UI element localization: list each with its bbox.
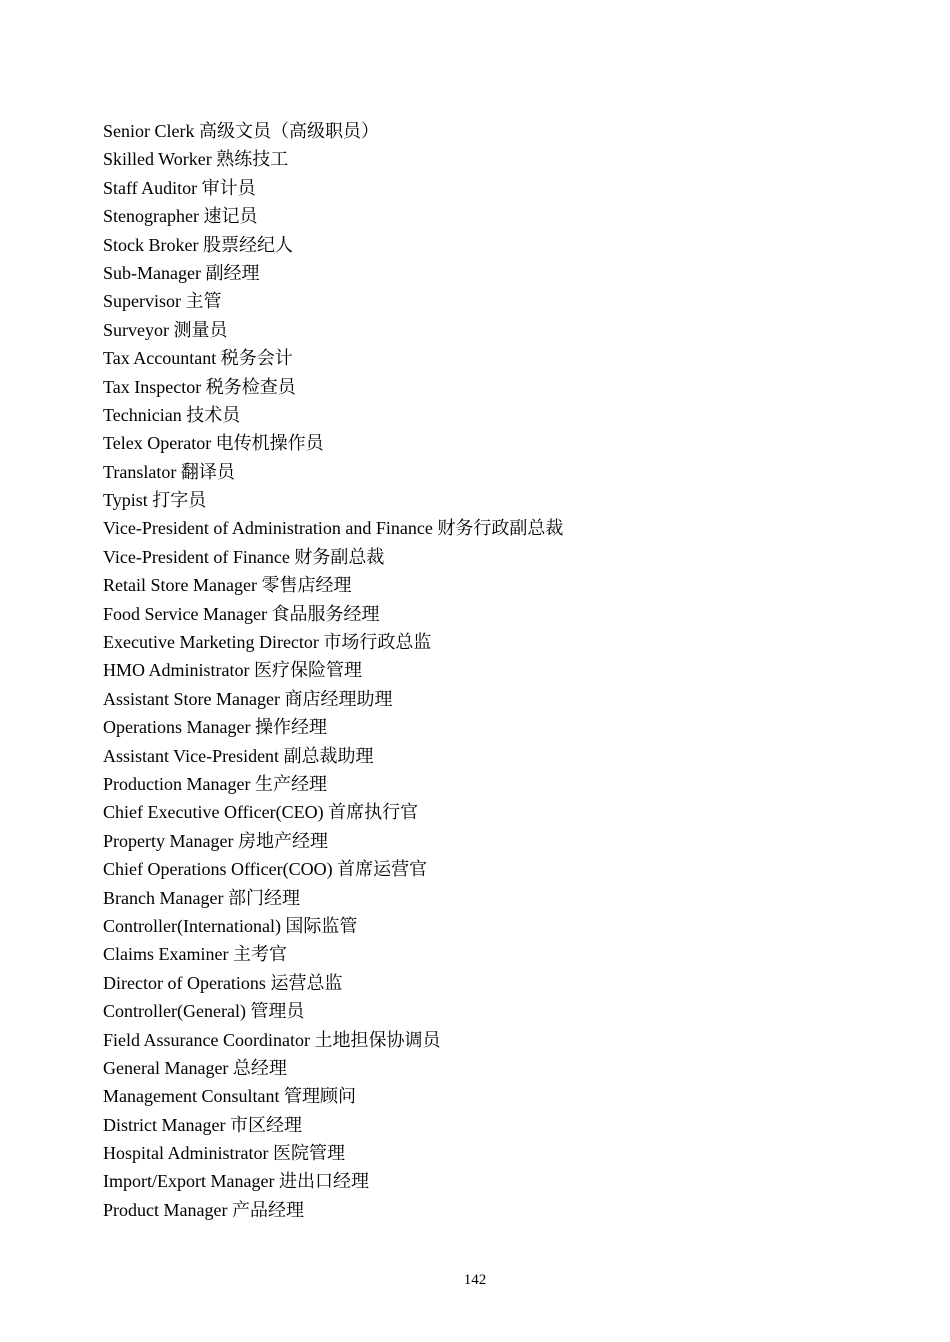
list-item: Stock Broker 股票经纪人 <box>103 234 293 255</box>
list-item: Controller(General) 管理员 <box>103 1001 305 1022</box>
list-item: Typist 打字员 <box>103 490 207 511</box>
job-title-list <box>103 117 863 1224</box>
list-item: Director of Operations 运营总监 <box>103 972 343 993</box>
list-item: Vice-President of Finance 财务副总裁 <box>103 546 385 567</box>
list-item: Operations Manager 操作经理 <box>103 717 327 738</box>
list-item: Stenographer 速记员 <box>103 206 258 227</box>
list-item: Management Consultant 管理顾问 <box>103 1086 356 1107</box>
list-item: Property Manager 房地产经理 <box>103 830 328 851</box>
list-item: Field Assurance Coordinator 土地担保协调员 <box>103 1029 441 1050</box>
list-item: Vice-President of Administration and Finance 财务行政副总裁 <box>103 518 564 539</box>
page-number: 142 <box>463 1272 487 1288</box>
list-item: Chief Operations Officer(COO) 首席运营官 <box>103 859 428 880</box>
list-item: Food Service Manager 食品服务经理 <box>103 603 380 624</box>
list-item: Senior Clerk 高级文员（高级职员） <box>103 121 379 141</box>
list-item: Claims Examiner 主考官 <box>103 944 287 965</box>
list-item: General Manager 总经理 <box>103 1057 287 1078</box>
list-item: Chief Executive Officer(CEO) 首席执行官 <box>103 802 419 823</box>
list-item: Branch Manager 部门经理 <box>103 887 300 908</box>
list-item: Assistant Vice-President 副总裁助理 <box>103 745 374 766</box>
list-item: Telex Operator 电传机操作员 <box>103 433 324 454</box>
list-item: Surveyor 测量员 <box>103 319 228 340</box>
list-item: Skilled Worker 熟练技工 <box>103 149 289 170</box>
list-item: Tax Accountant 税务会计 <box>103 348 293 369</box>
list-item: Tax Inspector 税务检查员 <box>103 376 296 397</box>
list-item: Assistant Store Manager 商店经理助理 <box>103 688 393 709</box>
list-item: Supervisor 主管 <box>103 291 222 312</box>
list-item: Retail Store Manager 零售店经理 <box>103 575 352 596</box>
list-item: Executive Marketing Director 市场行政总监 <box>103 632 432 653</box>
list-item: Product Manager 产品经理 <box>103 1199 304 1220</box>
list-item: Import/Export Manager 进出口经理 <box>103 1171 369 1192</box>
list-item: District Manager 市区经理 <box>103 1114 302 1135</box>
list-item: Sub-Manager 副经理 <box>103 262 260 283</box>
list-item: Hospital Administrator 医院管理 <box>103 1143 345 1164</box>
list-item: Controller(International) 国际监管 <box>103 915 358 936</box>
list-item: Technician 技术员 <box>103 404 241 425</box>
list-item: Translator 翻译员 <box>103 461 235 482</box>
list-item: Staff Auditor 审计员 <box>103 177 256 198</box>
list-item: HMO Administrator 医疗保险管理 <box>103 660 362 681</box>
list-item: Production Manager 生产经理 <box>103 773 327 794</box>
